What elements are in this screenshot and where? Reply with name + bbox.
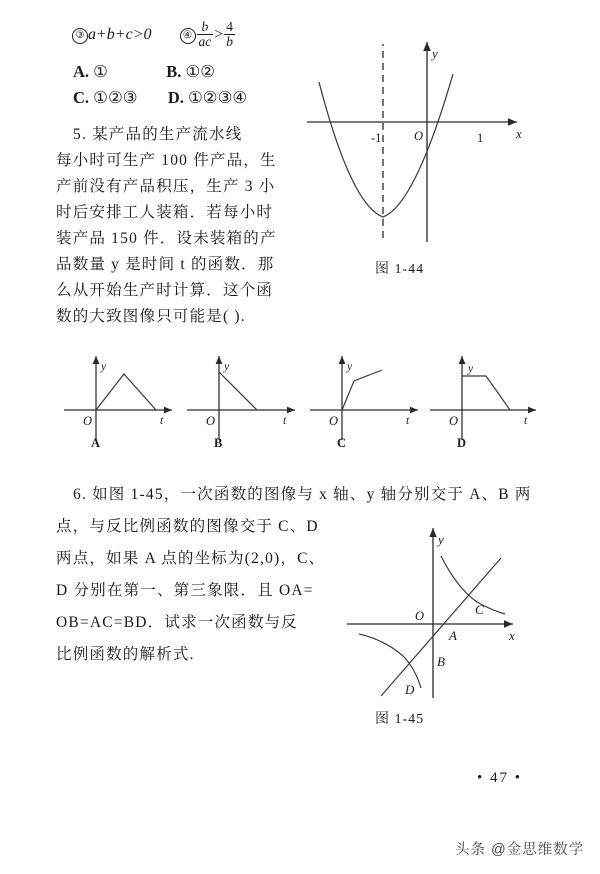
t-axis-label: t	[283, 415, 287, 427]
option-letter-d: D	[457, 436, 467, 450]
point-label-b: B	[437, 654, 445, 669]
y-axis-arrow	[459, 356, 466, 364]
origin-label: O	[206, 414, 216, 428]
q6-line-2: 点，与反比例函数的图像交于 C、D	[56, 518, 319, 535]
y-axis-label: y	[468, 363, 474, 375]
t-axis-arrow	[528, 407, 536, 414]
choice-a-label[interactable]: A.	[73, 62, 90, 81]
choice-d-label[interactable]: D.	[167, 88, 184, 107]
choice-a-items: ①	[93, 62, 108, 81]
t-axis-label: t	[406, 415, 410, 427]
q5-line-7: 么从开始生产时计算．这个函	[56, 282, 274, 299]
y-axis-label: y	[432, 46, 438, 61]
q6-line-6: 比例函数的解析式.	[56, 646, 195, 663]
t-axis-arrow	[287, 407, 295, 414]
option-letter-c: C	[337, 436, 347, 450]
figure-1-45	[345, 518, 530, 708]
option-d-graph-curve	[462, 376, 510, 410]
option-graph-d	[428, 348, 553, 448]
t-axis-arrow	[164, 407, 172, 414]
fraction-4-over-b	[224, 20, 235, 49]
x-axis-arrow	[504, 620, 513, 627]
origin-label: O	[329, 414, 339, 428]
figure-1-44-caption: 图 1-44	[375, 262, 425, 277]
q6-line-5: OB=AC=BD．试求一次函数与反	[56, 614, 298, 631]
t-axis-label: t	[524, 415, 528, 427]
q5-line-4: 时后安排工人装箱．若每小时	[56, 204, 274, 221]
option-graph-b	[185, 348, 310, 448]
t-axis-label: t	[160, 415, 164, 427]
y-axis-arrow	[216, 356, 223, 364]
fraction-numerator-b: b	[201, 19, 209, 34]
fraction-numerator-4: 4	[226, 19, 234, 34]
origin-label: O	[415, 609, 425, 623]
x-axis-arrow	[508, 118, 517, 126]
inequality-options-row	[72, 20, 236, 49]
y-axis-arrow	[429, 528, 436, 537]
figure-1-44	[305, 30, 535, 255]
option-b-graph-curve	[219, 372, 257, 410]
choice-c-label[interactable]: C.	[73, 88, 90, 107]
q6-line-4: D 分别在第一、第三象限．且 OA=	[56, 582, 314, 599]
fraction-denominator-b: b	[226, 34, 234, 50]
relation-greater: >	[214, 25, 224, 43]
option-graph-a	[62, 348, 187, 448]
q5-line-6: 品数量 y 是时间 t 的函数．那	[56, 256, 275, 273]
fraction-b-over-ac	[197, 20, 214, 49]
q6-line-1: 6. 如图 1-45，一次函数的图像与 x 轴、y 轴分别交于 A、B 两	[73, 486, 532, 503]
t-axis-arrow	[410, 407, 418, 414]
y-axis-arrow	[423, 42, 431, 51]
y-axis-label: y	[347, 361, 353, 373]
option-graph-c	[308, 348, 433, 448]
point-label-a: A	[449, 628, 457, 643]
y-axis-label: y	[224, 361, 230, 373]
circled-3: ③	[72, 28, 88, 44]
option-c-graph-curve	[342, 370, 382, 410]
y-axis-label: y	[438, 532, 444, 547]
inequality-3-text: a+b+c>0	[88, 25, 152, 43]
circled-4: ④	[180, 28, 196, 44]
point-label-c: C	[475, 602, 484, 617]
x-axis-label: x	[516, 126, 522, 141]
point-label-d: D	[405, 682, 415, 697]
q5-line-5: 装产品 150 件．设未装箱的产	[56, 230, 277, 247]
q5-line-3: 产前没有产品积压，生产 3 小	[56, 178, 276, 195]
y-axis-arrow	[93, 356, 100, 364]
parabola-curve	[319, 74, 453, 217]
figure-1-45-caption: 图 1-45	[375, 712, 425, 727]
option-letter-b: B	[214, 436, 223, 450]
q5-line-8: 数的大致图像只可能是( ).	[56, 308, 246, 325]
origin-label: O	[83, 414, 93, 428]
option-letter-a: A	[91, 436, 101, 450]
fraction-denominator-ac: ac	[198, 34, 212, 50]
tick-label-1: 1	[477, 131, 484, 145]
y-axis-arrow	[339, 356, 346, 364]
choice-row-cd	[73, 88, 247, 108]
q6-line-3: 两点，如果 A 点的坐标为(2,0)，C、	[56, 550, 326, 567]
origin-label: O	[414, 129, 424, 143]
option-a-graph-curve	[96, 374, 156, 410]
watermark-text: 头条 @金思维数学	[455, 842, 585, 858]
origin-label: O	[449, 414, 459, 428]
page-number: • 47 •	[477, 770, 523, 786]
q5-line-1: 5. 某产品的生产流水线	[73, 126, 243, 143]
choice-b-label[interactable]: B.	[166, 62, 182, 81]
y-axis-label: y	[101, 361, 107, 373]
choice-row-ab	[73, 62, 215, 82]
q5-line-2: 每小时可生产 100 件产品，生	[56, 152, 277, 169]
choice-b-items: ①②	[185, 62, 216, 81]
choice-d-items: ①②③④	[187, 88, 248, 107]
choice-c-items: ①②③	[93, 88, 138, 107]
tick-label-minus-1: -1	[371, 131, 382, 145]
linear-function-line	[381, 558, 501, 696]
x-axis-label: x	[509, 628, 515, 643]
